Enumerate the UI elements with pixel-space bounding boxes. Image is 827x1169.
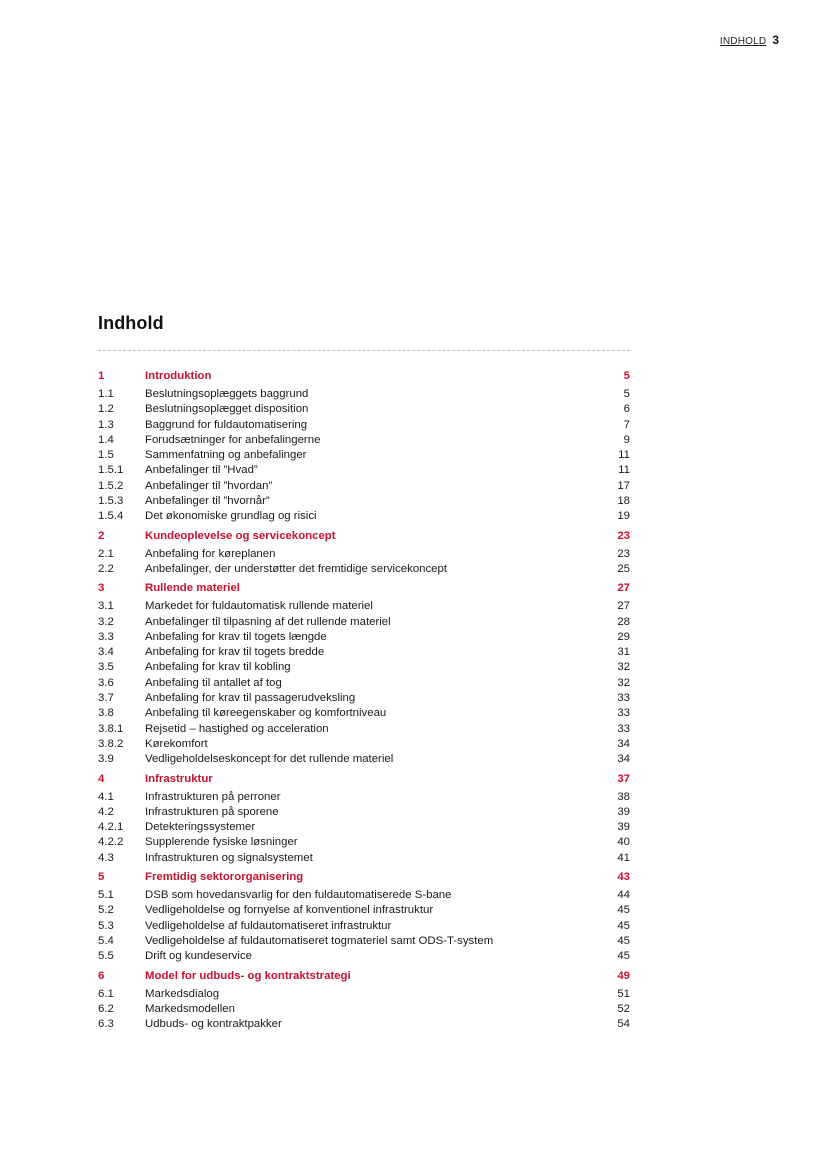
toc-entry-num: 4 (98, 772, 105, 785)
toc-entry-page: 51 (617, 987, 630, 1000)
toc-entry-num: 2 (98, 529, 105, 542)
toc-entry-label: Udbuds- og kontraktpakker (145, 1018, 282, 1031)
toc-entry[interactable] (98, 1002, 630, 1017)
toc-entry-num: 3.4 (98, 646, 114, 659)
toc-entry[interactable] (98, 752, 630, 767)
toc-entry-num: 5.2 (98, 904, 114, 917)
toc-entry[interactable] (98, 494, 630, 509)
toc-entry-label: Vedligeholdelse af fuldautomatiseret togmateriel samt ODS-T-system (145, 934, 494, 947)
toc-entry-num: 3.7 (98, 692, 114, 705)
toc-entry[interactable] (98, 433, 630, 448)
toc-entry[interactable] (98, 599, 630, 614)
toc-entry-label: Forudsætninger for anbefalingerne (145, 433, 321, 446)
toc-entry-num: 1.5.4 (98, 510, 124, 523)
toc-entry[interactable] (98, 706, 630, 721)
toc-entry-page: 28 (617, 615, 630, 628)
toc-entry[interactable] (98, 418, 630, 433)
toc-entry-label: Infrastrukturen og signalsystemet (145, 851, 313, 864)
toc-entry-page: 5 (623, 388, 630, 400)
toc-entry-label: Rullende materiel (145, 582, 240, 595)
toc-entry-page: 9 (623, 433, 630, 446)
toc-entry-label: Sammenfatning og anbefalinger (145, 449, 307, 462)
toc-entry-label: Anbefaling for krav til passagerudveksling (145, 692, 356, 705)
toc-entry[interactable] (98, 676, 630, 691)
toc-entry-num: 1.5.2 (98, 479, 124, 492)
toc-chapter-entry[interactable] (98, 968, 630, 985)
toc-entry-label: Baggrund for fuldautomatisering (145, 418, 308, 431)
toc-entry-num: 1.4 (98, 433, 114, 446)
toc-entry-label: Model for udbuds- og kontraktstrategi (145, 969, 351, 982)
toc-entry-page: 18 (617, 495, 630, 508)
toc-entry-page: 11 (618, 449, 630, 462)
toc-entry-label: Vedligeholdelse af fuldautomatiseret infrastruktur (145, 919, 392, 932)
toc-entry[interactable] (98, 722, 630, 737)
toc-entry[interactable] (98, 402, 630, 417)
toc-entry[interactable] (98, 790, 630, 805)
toc-entry-page: 27 (617, 582, 630, 595)
toc-entry-page: 27 (617, 600, 630, 613)
toc-entry-label: Anbefaling for krav til kobling (145, 661, 291, 674)
title-divider (98, 350, 630, 351)
toc-entry-num: 1.5 (98, 449, 114, 462)
toc-entry[interactable] (98, 903, 630, 918)
toc-entry-label: Anbefaling for krav til togets bredde (145, 646, 325, 659)
toc-entry-label: Anbefalinger til ”Hvad” (145, 464, 258, 477)
toc-entry[interactable] (98, 448, 630, 463)
toc-entry-label: Infrastruktur (145, 772, 213, 785)
toc-entry[interactable] (98, 1017, 630, 1032)
toc-entry-num: 4.2 (98, 805, 114, 818)
toc-entry-num: 5.3 (98, 919, 114, 932)
toc-entry-num: 6.2 (98, 1002, 114, 1015)
toc-entry-page: 38 (617, 790, 630, 803)
toc-entry-page: 33 (617, 707, 630, 720)
toc-entry[interactable] (98, 387, 630, 402)
toc-entry[interactable] (98, 615, 630, 630)
toc-entry-label: Beslutningsoplæggets baggrund (145, 388, 309, 400)
toc-entry-page: 45 (617, 904, 630, 917)
toc-entry-num: 2.2 (98, 562, 114, 575)
toc-entry-num: 5.1 (98, 889, 114, 902)
toc-entry-page: 41 (617, 851, 630, 864)
toc-entry[interactable] (98, 562, 630, 577)
toc-entry-page: 45 (617, 934, 630, 947)
toc-entry-page: 7 (623, 418, 630, 431)
toc-entry-page: 6 (623, 403, 630, 416)
toc-entry-page: 5 (623, 370, 630, 382)
toc-entry-num: 1.2 (98, 403, 114, 416)
toc-entry-label: Rejsetid – hastighed og acceleration (145, 722, 329, 735)
toc-entry[interactable] (98, 805, 630, 820)
toc-entry-label: Infrastrukturen på sporene (145, 805, 279, 818)
table-of-contents (98, 368, 630, 1032)
toc-entry[interactable] (98, 660, 630, 675)
toc-entry-page: 54 (617, 1018, 630, 1031)
toc-entry-page: 23 (617, 547, 630, 560)
toc-entry-num: 1.1 (98, 388, 114, 400)
toc-entry-num: 4.2.2 (98, 836, 124, 849)
toc-entry-label: Supplerende fysiske løsninger (145, 836, 298, 849)
toc-entry-label: Infrastrukturen på perroner (145, 790, 281, 803)
toc-entry-page: 19 (617, 510, 630, 523)
toc-entry-label: Vedligeholdelse og fornyelse af konventionel infrastruktur (145, 904, 434, 917)
toc-entry[interactable] (98, 691, 630, 706)
toc-entry-num: 1.3 (98, 418, 114, 431)
toc-entry-label: Anbefaling for krav til togets længde (145, 630, 327, 643)
header-page-number: 3 (772, 33, 779, 47)
toc-entry-page: 23 (617, 529, 630, 542)
toc-entry-label: Fremtidig sektororganisering (145, 871, 304, 884)
toc-entry-page: 52 (617, 1002, 630, 1015)
toc-entry-label: Anbefalinger til ”hvordan” (145, 479, 273, 492)
toc-entry-num: 3.5 (98, 661, 114, 674)
toc-entry-num: 4.1 (98, 790, 114, 803)
toc-entry-page: 33 (617, 692, 630, 705)
toc-entry-num: 3.8 (98, 707, 114, 720)
toc-entry-page: 39 (617, 821, 630, 834)
toc-entry[interactable] (98, 851, 630, 866)
toc-entry-num: 6 (98, 969, 105, 982)
toc-entry-page: 33 (617, 722, 630, 735)
toc-entry[interactable] (98, 949, 630, 964)
toc-entry-num: 1.5.3 (98, 495, 124, 508)
toc-entry-num: 1 (98, 370, 105, 382)
toc-chapter-entry[interactable] (98, 869, 630, 886)
toc-entry[interactable] (98, 919, 630, 934)
toc-entry[interactable] (98, 737, 630, 752)
toc-entry-num: 6.1 (98, 987, 114, 1000)
toc-entry-label: Anbefaling for køreplanen (145, 547, 276, 560)
toc-entry-page: 25 (617, 562, 630, 575)
toc-entry-num: 3.1 (98, 600, 114, 613)
toc-entry[interactable] (98, 987, 630, 1002)
toc-entry-page: 11 (618, 464, 630, 477)
toc-entry-num: 3.6 (98, 676, 114, 689)
toc-entry-label: Drift og kundeservice (145, 950, 252, 963)
toc-title: Indhold (98, 313, 164, 333)
toc-entry[interactable] (98, 820, 630, 835)
toc-entry-page: 43 (617, 871, 630, 884)
toc-entry-num: 6.3 (98, 1018, 114, 1031)
toc-entry-label: Beslutningsoplægget disposition (145, 403, 309, 416)
toc-entry-num: 5.5 (98, 950, 114, 963)
toc-chapter-entry[interactable] (98, 528, 630, 545)
toc-entry-num: 3.3 (98, 630, 114, 643)
toc-entry-label: Kundeoplevelse og servicekoncept (145, 529, 336, 542)
toc-entry-page: 32 (617, 676, 630, 689)
toc-entry-num: 3.8.2 (98, 737, 124, 750)
toc-entry-page: 17 (617, 479, 630, 492)
toc-entry[interactable] (98, 645, 630, 660)
toc-entry-page: 49 (617, 969, 630, 982)
toc-entry[interactable] (98, 463, 630, 478)
toc-entry-num: 4.2.1 (98, 821, 124, 834)
toc-chapter-entry[interactable] (98, 771, 630, 788)
toc-entry[interactable] (98, 630, 630, 645)
toc-entry[interactable] (98, 934, 630, 949)
toc-entry-page: 37 (617, 772, 630, 785)
toc-entry[interactable] (98, 835, 630, 850)
header-section-label: INDHOLD (719, 36, 767, 47)
toc-entry-page: 44 (617, 889, 630, 902)
toc-entry-label: Anbefalinger til ”hvornår” (145, 495, 270, 508)
toc-entry-page: 45 (617, 919, 630, 932)
toc-entry-label: Anbefaling til køreegenskaber og komfortniveau (145, 707, 387, 720)
toc-entry[interactable] (98, 888, 630, 903)
toc-entry-label: Introduktion (145, 370, 212, 382)
toc-entry-label: Anbefaling til antallet af tog (145, 676, 282, 689)
toc-entry-num: 3.2 (98, 615, 114, 628)
toc-entry-label: Markedsdialog (145, 987, 220, 1000)
toc-entry-label: Kørekomfort (145, 737, 208, 750)
toc-entry-page: 31 (617, 646, 630, 659)
toc-entry-page: 40 (617, 836, 630, 849)
toc-entry-label: Anbefalinger til tilpasning af det rullende materiel (145, 615, 391, 628)
toc-entry-num: 4.3 (98, 851, 114, 864)
toc-entry-label: Markedet for fuldautomatisk rullende materiel (145, 600, 373, 613)
toc-entry-num: 5 (98, 871, 105, 884)
toc-entry[interactable] (98, 547, 630, 562)
toc-entry-label: Detekteringssystemer (145, 821, 256, 834)
toc-entry-page: 45 (617, 950, 630, 963)
toc-entry-label: Anbefalinger, der understøtter det fremtidige servicekoncept (145, 562, 448, 575)
toc-entry-page: 39 (617, 805, 630, 818)
toc-entry-num: 5.4 (98, 934, 114, 947)
toc-entry-page: 34 (617, 753, 630, 766)
toc-entry-label: Det økonomiske grundlag og risici (145, 510, 317, 523)
toc-entry-num: 1.5.1 (98, 464, 124, 477)
toc-entry-num: 2.1 (98, 547, 114, 560)
toc-entry-label: Markedsmodellen (145, 1002, 235, 1015)
toc-entry-page: 29 (617, 630, 630, 643)
toc-entry-page: 32 (617, 661, 630, 674)
toc-entry[interactable] (98, 509, 630, 524)
toc-entry[interactable] (98, 479, 630, 494)
toc-chapter-entry[interactable] (98, 368, 630, 385)
toc-chapter-entry[interactable] (98, 580, 630, 597)
toc-entry-num: 3 (98, 582, 105, 595)
toc-entry-num: 3.9 (98, 753, 114, 766)
toc-entry-num: 3.8.1 (98, 722, 124, 735)
toc-entry-label: Vedligeholdelseskoncept for det rullende materiel (145, 753, 394, 766)
toc-entry-page: 34 (617, 737, 630, 750)
toc-entry-label: DSB som hovedansvarlig for den fuldautomatiserede S-bane (145, 889, 452, 902)
running-header (720, 33, 779, 47)
